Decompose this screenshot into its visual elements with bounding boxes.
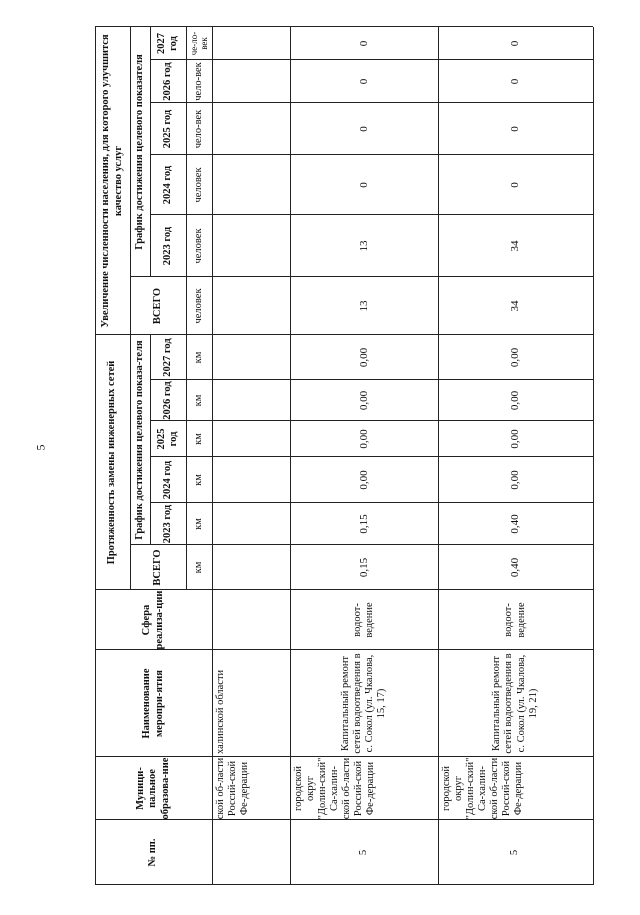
continuation-municipality: ской об-ласти Россий-ской Фе-дерации <box>215 757 251 820</box>
row2-population-2023: 34 <box>509 240 522 252</box>
row2-population-2025: 0 <box>509 126 522 132</box>
row2-municipality: городской округ "Долин-ский" Са-халин-ской об-ласти Россий-ской Фе-дерации <box>441 757 525 820</box>
header-population-2026: 2026 год <box>161 62 173 101</box>
row2-length-2023: 0,40 <box>509 514 522 534</box>
header-population-2023: 2023 год <box>161 226 173 266</box>
row1-length-2023: 0,15 <box>357 514 370 534</box>
header-measure-name: Наименование меропри-ятия <box>141 668 165 739</box>
header-length-2024: 2024 год <box>161 460 173 500</box>
row1-population-2025: 0 <box>357 126 370 132</box>
page-number: 5 <box>33 444 48 451</box>
row2-length-2024: 0,00 <box>509 470 522 490</box>
row1-length-2025: 0,00 <box>357 429 370 449</box>
header-population-2025: 2025 год <box>161 109 173 149</box>
header-length-2023: 2023 год <box>161 504 173 544</box>
header-population-schedule: График достижения целевого показателя <box>133 54 145 250</box>
unit-population-2023: человек <box>192 228 204 264</box>
header-population-group: Увеличение численности населения, для которого улучшится качество услуг <box>100 34 124 328</box>
unit-population-2024: человек <box>192 167 204 203</box>
row1-population-total: 13 <box>357 300 370 312</box>
row2-no: 5 <box>509 849 521 856</box>
row1-population-2027: 0 <box>357 40 370 47</box>
row2-population-2027: 0 <box>509 40 522 47</box>
row2-population-2024: 0 <box>509 182 522 188</box>
header-length-2027: 2027 год <box>161 338 173 377</box>
header-population-total: ВСЕГО <box>151 287 163 325</box>
continuation-measure-name: халинской области <box>215 669 226 754</box>
row1-length-2026: 0,00 <box>357 390 370 411</box>
unit-population-2027: че-ло-век <box>188 31 209 56</box>
unit-length-2024: км <box>192 474 204 486</box>
row2-length-2026: 0,00 <box>509 390 522 411</box>
unit-length-2025: км <box>192 433 204 445</box>
row2-measure-name: Капитальный ремонт сетей водоотведения в с. Сокол (ул. Чкалова, 19, 21) <box>491 653 539 754</box>
header-length-schedule: График достижения целевого показа-теля <box>133 340 145 540</box>
header-length-group: Протяженность замены инженерных сетей <box>106 360 118 565</box>
unit-length-2026: км <box>192 394 204 407</box>
header-sphere: Сфера реализа-ции <box>141 590 165 650</box>
row1-no: 5 <box>357 849 369 856</box>
row1-length-2027: 0,00 <box>357 347 370 368</box>
row2-length-total: 0,40 <box>509 557 522 578</box>
row1-measure-name: Капитальный ремонт сетей водоотведения в с. Сокол (ул. Чкалова, 15, 17) <box>339 653 388 754</box>
row1-municipality: городской округ "Долин-ский" Са-халин-ской об-ласти Россий-ской Фе-дерации <box>293 757 377 820</box>
row2-sphere: водоот-ведение <box>503 602 527 638</box>
row1-length-total: 0,15 <box>357 557 370 578</box>
header-population-2024: 2024 год <box>161 165 173 205</box>
row1-population-2026: 0 <box>357 78 370 85</box>
header-length-total: ВСЕГО <box>151 549 163 586</box>
unit-length-total: км <box>192 561 204 574</box>
unit-length-2023: км <box>192 518 204 530</box>
unit-population-2026: чело-век <box>192 62 204 101</box>
header-no: № пп. <box>147 838 159 867</box>
row2-population-2026: 0 <box>509 78 522 85</box>
header-length-2026: 2026 год <box>161 381 173 420</box>
row1-sphere: водоот-ведение <box>351 602 375 638</box>
row2-length-2027: 0,00 <box>509 347 522 368</box>
row2-population-total: 34 <box>509 300 522 312</box>
header-municipality: Муници-пальное образова-ние <box>135 757 171 820</box>
unit-length-2027: км <box>192 351 204 364</box>
row2-length-2025: 0,00 <box>509 429 522 449</box>
row1-population-2024: 0 <box>357 182 370 188</box>
unit-population-2025: чело-век <box>192 109 204 149</box>
header-population-2027: 2027 год <box>155 33 179 54</box>
header-length-2025: 2025 год <box>155 428 179 450</box>
unit-population-total: человек <box>192 288 204 324</box>
row1-length-2024: 0,00 <box>357 470 370 490</box>
row1-population-2023: 13 <box>357 240 370 252</box>
